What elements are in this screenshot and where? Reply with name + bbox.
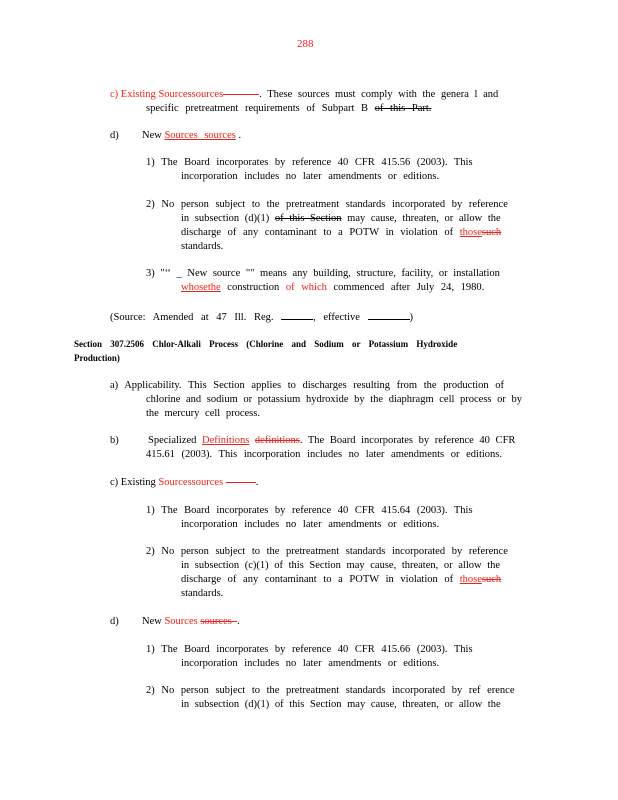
item-lead: New bbox=[142, 616, 162, 627]
struck-text: sources bbox=[200, 616, 232, 627]
line-text: incorporation includes no later amendments or editions. bbox=[181, 171, 440, 182]
line-text: incorporation includes no later amendments or editions. bbox=[181, 519, 440, 530]
redline-insert: those bbox=[459, 227, 482, 238]
line-text: chlorine and sodium or potassium hydroxide by the diaphragm cell process or by bbox=[146, 394, 523, 405]
redline-insert: those bbox=[459, 574, 482, 585]
para-c-existing-2 bbox=[110, 477, 258, 488]
line-text: 2) No person subject to the pretreatment standards incorporated by reference bbox=[146, 546, 508, 557]
struck-text: definitions bbox=[254, 435, 300, 446]
redline-insert: Definitions bbox=[202, 435, 250, 446]
page-number: 288 bbox=[297, 38, 314, 50]
line-text: may cause, threaten, or allow the bbox=[347, 213, 501, 224]
redline-insert: Sourcessources bbox=[158, 477, 224, 488]
line-text: the mercury cell process. bbox=[146, 408, 260, 419]
redline-rule bbox=[226, 482, 256, 483]
item-lead: Existing bbox=[120, 89, 156, 100]
line-text: 2) No person subject to the pretreatment standards incorporated by reference bbox=[146, 199, 508, 210]
line-text: . These sources must comply with the genera l and bbox=[259, 89, 499, 100]
section-label-cont: Production) bbox=[74, 353, 120, 363]
line-text: a) Applicability. This Section applies to discharges resulting from the production of bbox=[110, 380, 505, 391]
para-d-new-1 bbox=[110, 130, 241, 141]
line-text: discharge of any contaminant to a POTW in violation of bbox=[181, 227, 454, 238]
blank-line bbox=[368, 310, 410, 320]
line-text: . The Board incorporates by reference 40 CFR bbox=[299, 435, 516, 446]
line-text: 415.61 (2003). This incorporation includes no later amendments or editions. bbox=[146, 449, 502, 460]
source-text: , effective bbox=[313, 312, 360, 323]
item-tail: . bbox=[238, 130, 242, 141]
blank-line bbox=[281, 310, 313, 320]
line-text: 1) The Board incorporates by reference 40 CFR 415.64 (2003). This bbox=[146, 505, 473, 516]
source-text: ) bbox=[409, 312, 414, 323]
item-lead: New bbox=[142, 130, 162, 141]
redline-insert: Sources sources bbox=[164, 130, 236, 141]
struck-text: of this Part bbox=[374, 103, 429, 114]
line-text: standards. bbox=[181, 588, 224, 599]
redline-rule bbox=[223, 94, 259, 95]
para-d-new-2 bbox=[110, 616, 240, 627]
source-note bbox=[110, 310, 413, 323]
item-tail: . bbox=[255, 477, 259, 488]
line-text: 2) No person subject to the pretreatment standards incorporated by ref erence bbox=[146, 685, 515, 696]
section-label: Section 307.2506 Chlor-Alkali Process (Chlorine and Sodium or Potassium Hydroxide bbox=[74, 339, 458, 349]
line-text: 1) The Board incorporates by reference 40 CFR 415.66 (2003). This bbox=[146, 644, 473, 655]
line-text: incorporation includes no later amendments or editions. bbox=[181, 658, 440, 669]
item-marker: c) bbox=[110, 89, 119, 100]
line-text: 3) "‘‘ _ New source "" means any building, structure, facility, or installation bbox=[146, 268, 500, 279]
item-marker: d) bbox=[110, 130, 119, 141]
item-lead: c) Existing bbox=[110, 477, 156, 488]
item-lead: Specialized bbox=[148, 435, 197, 446]
item-marker: d) bbox=[110, 616, 119, 627]
item-tail: . bbox=[237, 616, 240, 627]
item-marker: b) bbox=[110, 435, 119, 446]
line-text: in subsection (c)(1) of this Section may cause, threaten, or allow the bbox=[181, 560, 501, 571]
line-text: in subsection (d)(1) bbox=[181, 213, 270, 224]
line-text: 1) The Board incorporates by reference 40 CFR 415.56 (2003). This bbox=[146, 157, 473, 168]
source-text: (Source: Amended at 47 Ill. Reg. bbox=[110, 312, 274, 323]
redline-insert: Sourcessources bbox=[158, 89, 224, 100]
line-text: commenced after July 24, 1980. bbox=[333, 282, 485, 293]
redline-insert: of which bbox=[285, 282, 327, 293]
line-text: construction bbox=[227, 282, 280, 293]
line-text: standards. bbox=[181, 241, 224, 252]
struck-text: such bbox=[481, 574, 502, 585]
line-text: discharge of any contaminant to a POTW in violation of bbox=[181, 574, 454, 585]
redline-insert: whosethe bbox=[181, 282, 221, 293]
line-text: specific pretreatment requirements of Subpart B bbox=[146, 103, 369, 114]
struck-text: such bbox=[481, 227, 502, 238]
struck-text: of this Section bbox=[274, 213, 342, 224]
line-text: in subsection (d)(1) of this Section may cause, threaten, or allow the bbox=[181, 699, 501, 710]
redline-insert: Sources bbox=[164, 616, 198, 627]
